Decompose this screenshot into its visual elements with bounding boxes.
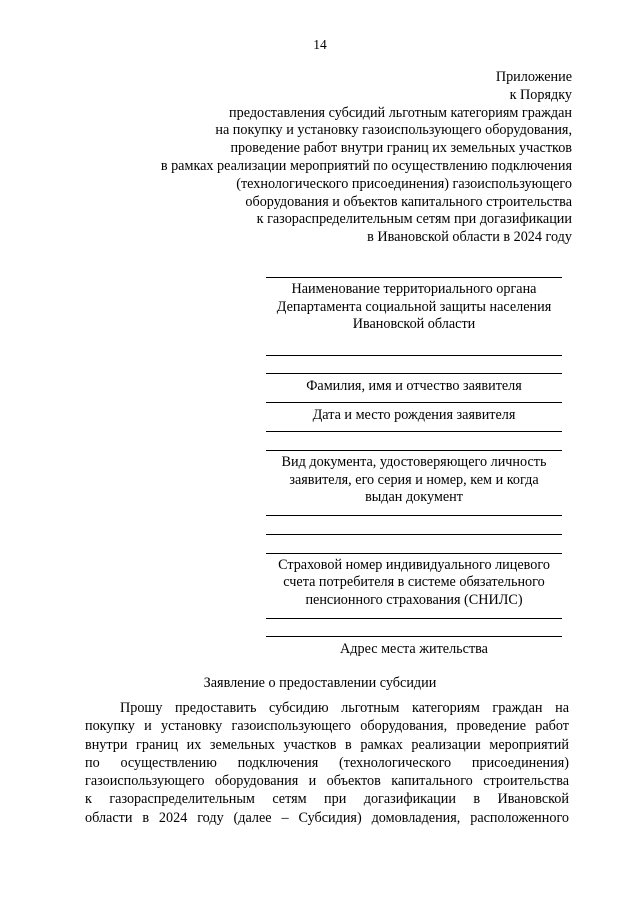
organ-label: Наименование территориального органа Департамента социальной защиты населения Ивановской области [276,281,552,333]
appendix-line: в рамках реализации мероприятий по осуществлению подключения [160,157,572,174]
applicant-form [264,262,564,658]
fio-field-line-2[interactable] [266,373,562,374]
page-number: 14 [313,37,327,52]
appendix-line: проведение работ внутри границ их земельных участков [230,140,572,157]
body-line: покупку и установку газоиспользующего оборудования, проведение работ [85,718,569,735]
body-line: внутри границ их земельных участков в рамках реализации мероприятий [85,736,569,753]
body-line: области в 2024 году (далее – Субсидия) домовладения, расположенного [85,809,569,826]
organ-field-line[interactable] [266,277,562,278]
document-field-line-1[interactable] [266,431,562,432]
snils-field-line-3[interactable] [266,553,562,554]
appendix-line: (технологического присоединения) газоиспользующего [236,175,572,192]
appendix-line: к Порядку [509,86,572,103]
appendix-line: оборудования и объектов капитального строительства [245,193,572,210]
document-field-line-2[interactable] [266,450,562,451]
address-field-line-2[interactable] [266,636,562,637]
body-line: по осуществлению подключения (технологического присоединения) [85,754,569,771]
appendix-line: на покупку и установку газоиспользующего оборудования, [215,122,572,139]
body-line: газоиспользующего оборудования и объектов капитального строительства [85,773,569,790]
snils-field-line-1[interactable] [266,515,562,516]
appendix-header [161,69,572,247]
birth-field-line[interactable] [266,402,562,403]
snils-field-line-2[interactable] [266,534,562,535]
appendix-line: Приложение [495,69,572,85]
fio-field-line-1[interactable] [266,355,562,356]
appendix-line: предоставления субсидий льготным категориям граждан [229,104,572,121]
body-line: к газораспределительным сетям при догазификации в Ивановской [85,791,569,808]
snils-label: Страховой номер индивидуального лицевого счета потребителя в системе обязательного пенсионного страхования (СНИЛС) [278,556,550,608]
birth-label: Дата и место рождения заявителя [312,407,516,424]
statement-body [85,699,569,827]
appendix-line: к газораспределительным сетям при догазификации [256,211,572,228]
address-field-line-1[interactable] [266,618,562,619]
appendix-line: в Ивановской области в 2024 году [367,229,572,246]
statement-title: Заявление о предоставлении субсидии [203,675,437,691]
address-label: Адрес места жительства [340,640,488,657]
body-line: Прошу предоставить субсидию льготным категориям граждан на [120,700,569,716]
fio-label: Фамилия, имя и отчество заявителя [306,377,522,394]
document-label: Вид документа, удостоверяющего личность заявителя, его серия и номер, кем и когда выдан документ [281,453,547,506]
